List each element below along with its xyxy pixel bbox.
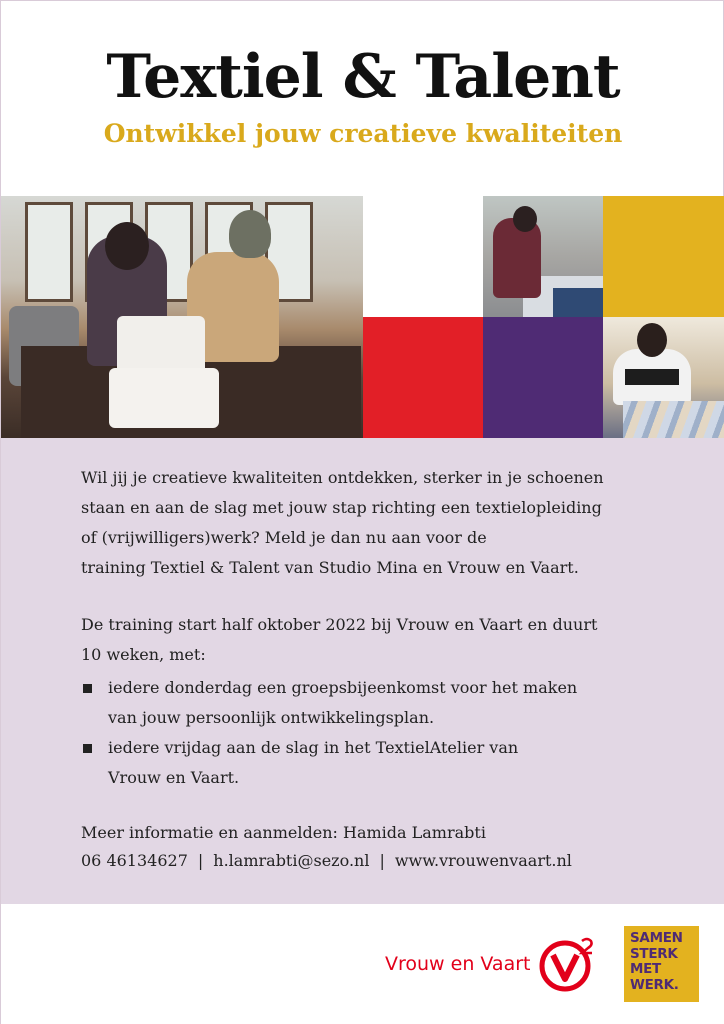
vv-logo-text: Vrouw en Vaart [385,953,531,975]
list-item [81,733,651,793]
photo-collage [1,196,724,438]
purple-block [483,317,603,438]
v2-logo-icon [538,935,598,993]
separator: | [197,851,204,870]
intro-line: staan en aan de slag met jouw stap richting een textielopleiding [81,498,602,517]
page-title: Textiel & Talent [106,42,620,112]
participant-photo [603,317,724,438]
logo-line: STERK [630,945,678,962]
vrouw-en-vaart-logo [385,934,598,994]
contact-title: Meer informatie en aanmelden: Hamida Lamrabti [81,823,486,842]
page-subtitle: Ontwikkel jouw creatieve kwaliteiten [103,119,623,148]
schedule-paragraph [81,610,651,670]
intro-line: of (vrijwilligers)werk? Meld je dan nu aan voor de [81,528,487,547]
square-bullet-icon [83,684,92,693]
contact-email[interactable]: h.lamrabti@sezo.nl [213,851,370,870]
contact-details [81,846,572,876]
header [1,1,724,196]
yellow-block [603,196,724,317]
list-item-line: iedere donderdag een groepsbijeenkomst voor het maken [108,678,578,697]
workshop-photo [1,196,363,438]
list-item [81,673,651,733]
contact-phone[interactable]: 06 46134627 [81,851,188,870]
intro-paragraph [81,463,651,583]
intro-line: training Textiel & Talent van Studio Mina en Vrouw en Vaart. [81,558,579,577]
logo-line: WERK. [630,976,679,993]
separator: | [379,851,385,870]
intro-line: Wil jij je creatieve kwaliteiten ontdekken, sterker in je schoenen [81,468,604,487]
sewing-photo [483,196,603,317]
white-block [363,196,483,317]
square-bullet-icon [83,744,92,753]
schedule-line: De training start half oktober 2022 bij Vrouw en Vaart en duurt [81,615,598,634]
info-panel [1,438,724,904]
footer [1,904,724,1024]
list-item-line: Vrouw en Vaart. [108,768,240,787]
contact-website[interactable]: www.vrouwenvaart.nl [394,851,572,870]
samen-sterk-met-werk-logo [624,926,699,1002]
schedule-list [81,673,651,793]
logo-line: MET [630,961,661,977]
list-item-line: iedere vrijdag aan de slag in het TextielAtelier van [108,738,519,757]
red-block [363,317,483,438]
list-item-line: van jouw persoonlijk ontwikkelingsplan. [108,708,435,727]
logo-line: SAMEN [630,930,683,946]
schedule-line: 10 weken, met: [81,645,206,664]
